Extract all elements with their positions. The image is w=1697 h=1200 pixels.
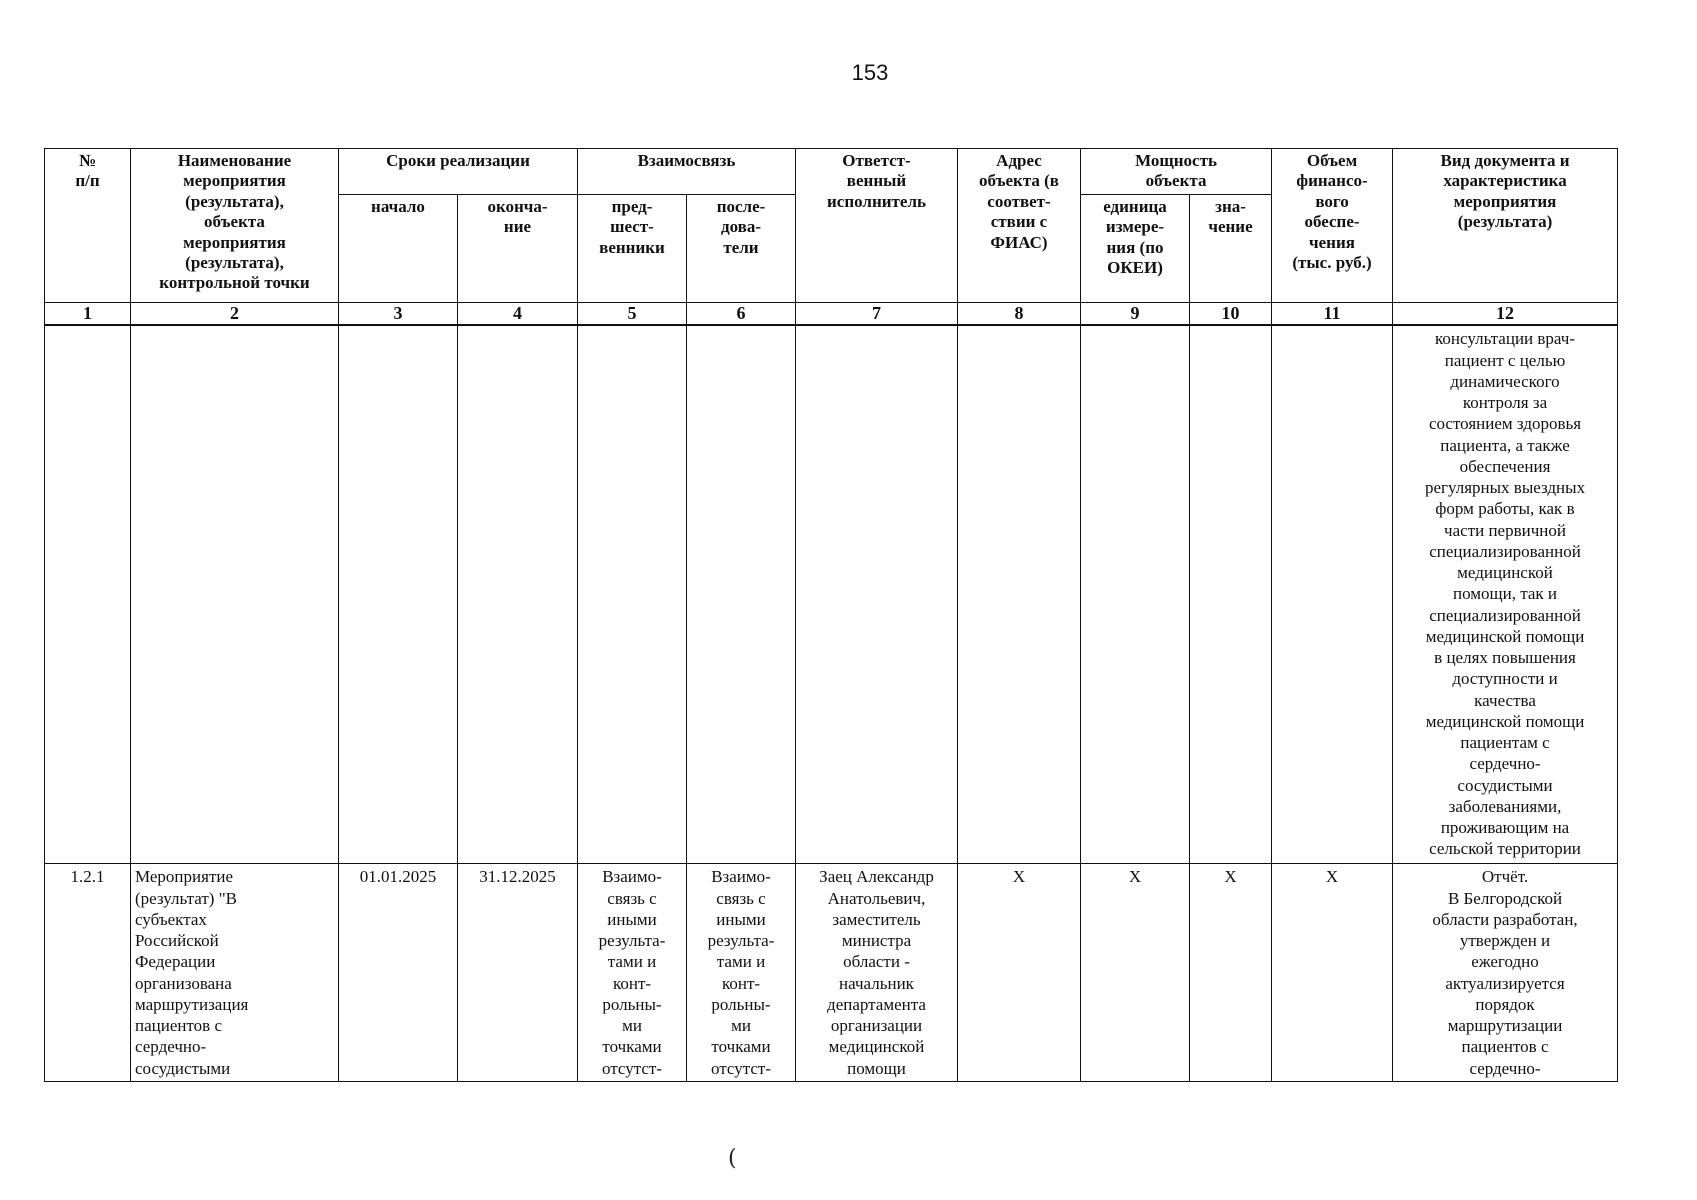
column-number: 9 xyxy=(1081,302,1190,325)
header-terms: Сроки реализации xyxy=(339,149,578,195)
cell-responsible: Заец Александр Анатольевич, заместитель министра области - начальник департамента организации медицинской помощи xyxy=(796,864,958,1082)
column-number: 6 xyxy=(687,302,796,325)
table-row xyxy=(45,325,1618,864)
header-relation-pred: пред- шест- венники xyxy=(578,194,687,302)
cell-pred xyxy=(578,325,687,864)
column-number: 7 xyxy=(796,302,958,325)
cell-unit xyxy=(1081,325,1190,864)
column-number: 11 xyxy=(1272,302,1393,325)
cell-name: Мероприятие (результат) "В субъектах Российской Федерации организована маршрутизация пациентов с сердечно- сосудистыми xyxy=(131,864,339,1082)
column-number: 5 xyxy=(578,302,687,325)
cell-end: 31.12.2025 xyxy=(458,864,578,1082)
measures-table xyxy=(44,148,1618,1082)
header-num: № п/п xyxy=(45,149,131,303)
header-doc-type: Вид документа и характеристика мероприятия (результата) xyxy=(1393,149,1618,303)
page-number: 153 xyxy=(851,60,889,85)
table-row xyxy=(45,864,1618,1082)
cell-next: Взаимо- связь с иными результа- тами и конт- рольны- ми точками отсутст- xyxy=(687,864,796,1082)
cell-doc: консультации врач- пациент с целью динамического контроля за состоянием здоровья пациента, а также обеспечения регулярных выездных форм работы, как в части первичной специализированной медицинской помощи, так и специализированной медицинской помощи в целях повышения доступности и качества медицинской помощи пациентам с сердечно- сосудистыми заболеваниями, проживающим на сельской территории xyxy=(1393,325,1618,864)
cell-unit: Х xyxy=(1081,864,1190,1082)
header-relation: Взаимосвязь xyxy=(578,149,796,195)
column-number: 4 xyxy=(458,302,578,325)
column-number: 1 xyxy=(45,302,131,325)
cell-value xyxy=(1190,325,1272,864)
cell-num xyxy=(45,325,131,864)
header-address: Адрес объекта (в соответ- ствии с ФИАС) xyxy=(958,149,1081,303)
column-number: 3 xyxy=(339,302,458,325)
cell-address xyxy=(958,325,1081,864)
cell-start: 01.01.2025 xyxy=(339,864,458,1082)
cell-num: 1.2.1 xyxy=(45,864,131,1082)
column-number: 2 xyxy=(131,302,339,325)
cell-address: Х xyxy=(958,864,1081,1082)
header-funding: Объем финансо- вого обеспе- чения (тыс. руб.) xyxy=(1272,149,1393,303)
header-capacity: Мощность объекта xyxy=(1081,149,1272,195)
header-name: Наименование мероприятия (результата), объекта мероприятия (результата), контрольной точки xyxy=(131,149,339,303)
cell-end xyxy=(458,325,578,864)
header-terms-start: начало xyxy=(339,194,458,302)
column-number: 8 xyxy=(958,302,1081,325)
scan-mark: ( xyxy=(728,1146,737,1171)
column-number: 12 xyxy=(1393,302,1618,325)
cell-doc: Отчёт. В Белгородской области разработан, утвержден и ежегодно актуализируется порядок маршрутизации пациентов с сердечно- xyxy=(1393,864,1618,1082)
cell-funding xyxy=(1272,325,1393,864)
cell-next xyxy=(687,325,796,864)
cell-value: Х xyxy=(1190,864,1272,1082)
cell-funding: Х xyxy=(1272,864,1393,1082)
header-capacity-value: зна- чение xyxy=(1190,194,1272,302)
header-relation-next: после- дова- тели xyxy=(687,194,796,302)
header-terms-end: оконча- ние xyxy=(458,194,578,302)
cell-pred: Взаимо- связь с иными результа- тами и конт- рольны- ми точками отсутст- xyxy=(578,864,687,1082)
header-capacity-unit: единица измере- ния (по ОКЕИ) xyxy=(1081,194,1190,302)
column-number: 10 xyxy=(1190,302,1272,325)
cell-responsible xyxy=(796,325,958,864)
header-responsible: Ответст- венный исполнитель xyxy=(796,149,958,303)
cell-name xyxy=(131,325,339,864)
cell-start xyxy=(339,325,458,864)
